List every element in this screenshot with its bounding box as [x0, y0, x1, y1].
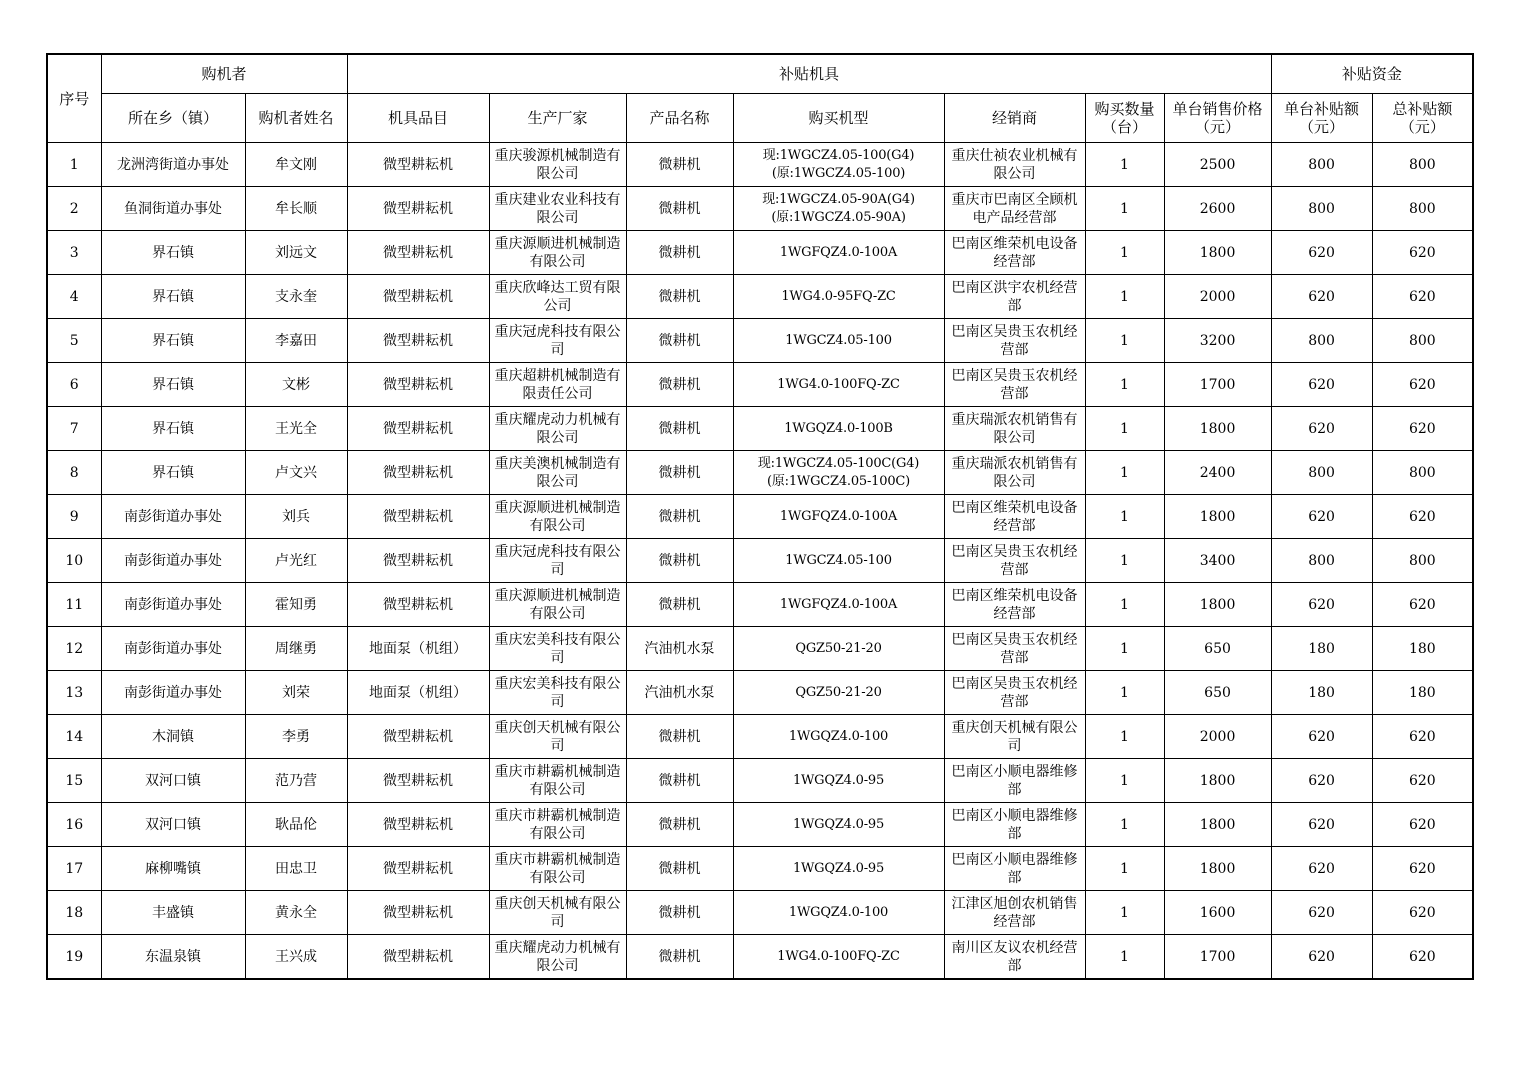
table-row — [47, 803, 1473, 847]
cell-buyer-name: 黄永全 — [245, 891, 347, 935]
cell-manufacturer: 重庆建业农业科技有限公司 — [489, 187, 626, 231]
cell-unit-price: 3200 — [1164, 319, 1271, 363]
cell-product: 微耕机 — [626, 583, 733, 627]
model-line: 1WG4.0-95FQ-ZC — [781, 288, 896, 304]
cell-manufacturer: 重庆美澳机械制造有限公司 — [489, 451, 626, 495]
header-buyer-name: 购机者姓名 — [245, 94, 347, 143]
cell-seq: 15 — [47, 759, 101, 803]
cell-town: 东温泉镇 — [101, 935, 245, 980]
header-machine-group: 补贴机具 — [347, 54, 1271, 94]
cell-model — [733, 715, 944, 759]
cell-buyer-name: 王兴成 — [245, 935, 347, 980]
cell-buyer-name: 李嘉田 — [245, 319, 347, 363]
model-line: (原:1WGCZ4.05-100) — [771, 165, 906, 181]
cell-dealer: 巴南区吴贵玉农机经营部 — [944, 363, 1085, 407]
model-line: 1WGCZ4.05-100 — [785, 332, 892, 348]
cell-seq: 17 — [47, 847, 101, 891]
cell-dealer: 巴南区维荣机电设备经营部 — [944, 495, 1085, 539]
cell-seq: 3 — [47, 231, 101, 275]
cell-category: 微型耕耘机 — [347, 495, 489, 539]
cell-town: 双河口镇 — [101, 803, 245, 847]
cell-product: 微耕机 — [626, 143, 733, 187]
cell-unit-price: 3400 — [1164, 539, 1271, 583]
cell-town: 南彭街道办事处 — [101, 583, 245, 627]
cell-product: 微耕机 — [626, 407, 733, 451]
cell-qty: 1 — [1085, 803, 1164, 847]
cell-total-subsidy: 620 — [1372, 715, 1473, 759]
cell-manufacturer: 重庆冠虎科技有限公司 — [489, 539, 626, 583]
cell-model — [733, 363, 944, 407]
cell-buyer-name: 刘远文 — [245, 231, 347, 275]
cell-town: 麻柳嘴镇 — [101, 847, 245, 891]
cell-unit-price: 1700 — [1164, 935, 1271, 980]
cell-total-subsidy: 620 — [1372, 891, 1473, 935]
cell-unit-subsidy: 620 — [1271, 935, 1372, 980]
cell-product: 微耕机 — [626, 275, 733, 319]
cell-manufacturer: 重庆源顺进机械制造有限公司 — [489, 231, 626, 275]
cell-model — [733, 495, 944, 539]
cell-model — [733, 935, 944, 980]
cell-unit-price: 1800 — [1164, 495, 1271, 539]
cell-category: 微型耕耘机 — [347, 583, 489, 627]
cell-town: 界石镇 — [101, 319, 245, 363]
cell-total-subsidy: 620 — [1372, 231, 1473, 275]
cell-total-subsidy: 800 — [1372, 187, 1473, 231]
cell-category: 微型耕耘机 — [347, 451, 489, 495]
cell-unit-price: 1700 — [1164, 363, 1271, 407]
table-row — [47, 583, 1473, 627]
cell-product: 微耕机 — [626, 539, 733, 583]
cell-qty: 1 — [1085, 627, 1164, 671]
cell-dealer: 巴南区吴贵玉农机经营部 — [944, 539, 1085, 583]
cell-seq: 2 — [47, 187, 101, 231]
model-line: 现:1WGCZ4.05-90A(G4) — [762, 191, 915, 207]
cell-category: 地面泵（机组） — [347, 627, 489, 671]
cell-seq: 5 — [47, 319, 101, 363]
header-unit-price: 单台销售价格（元） — [1164, 94, 1271, 143]
cell-buyer-name: 周继勇 — [245, 627, 347, 671]
cell-qty: 1 — [1085, 495, 1164, 539]
cell-product: 汽油机水泵 — [626, 671, 733, 715]
cell-category: 微型耕耘机 — [347, 715, 489, 759]
cell-unit-price: 1600 — [1164, 891, 1271, 935]
cell-seq: 16 — [47, 803, 101, 847]
cell-dealer: 巴南区小顺电器维修部 — [944, 759, 1085, 803]
cell-total-subsidy: 620 — [1372, 583, 1473, 627]
cell-unit-subsidy: 180 — [1271, 671, 1372, 715]
cell-product: 微耕机 — [626, 363, 733, 407]
cell-buyer-name: 范乃营 — [245, 759, 347, 803]
cell-qty: 1 — [1085, 671, 1164, 715]
cell-buyer-name: 文彬 — [245, 363, 347, 407]
cell-unit-subsidy: 620 — [1271, 759, 1372, 803]
cell-seq: 19 — [47, 935, 101, 980]
cell-buyer-name: 牟文刚 — [245, 143, 347, 187]
cell-town: 丰盛镇 — [101, 891, 245, 935]
cell-seq: 4 — [47, 275, 101, 319]
cell-qty: 1 — [1085, 891, 1164, 935]
cell-dealer: 巴南区吴贵玉农机经营部 — [944, 671, 1085, 715]
cell-dealer: 巴南区小顺电器维修部 — [944, 803, 1085, 847]
cell-qty: 1 — [1085, 539, 1164, 583]
cell-dealer: 重庆瑞派农机销售有限公司 — [944, 407, 1085, 451]
cell-town: 南彭街道办事处 — [101, 539, 245, 583]
table-body — [47, 143, 1473, 980]
cell-town: 南彭街道办事处 — [101, 671, 245, 715]
cell-model — [733, 847, 944, 891]
cell-dealer: 巴南区维荣机电设备经营部 — [944, 231, 1085, 275]
model-line: (原:1WGCZ4.05-90A) — [771, 209, 906, 225]
cell-seq: 13 — [47, 671, 101, 715]
cell-town: 界石镇 — [101, 231, 245, 275]
cell-unit-price: 1800 — [1164, 231, 1271, 275]
cell-buyer-name: 支永奎 — [245, 275, 347, 319]
cell-total-subsidy: 620 — [1372, 803, 1473, 847]
cell-model — [733, 759, 944, 803]
table-row — [47, 935, 1473, 980]
cell-town: 界石镇 — [101, 407, 245, 451]
cell-unit-subsidy: 620 — [1271, 495, 1372, 539]
cell-product: 微耕机 — [626, 495, 733, 539]
cell-town: 南彭街道办事处 — [101, 627, 245, 671]
cell-buyer-name: 卢文兴 — [245, 451, 347, 495]
cell-model — [733, 583, 944, 627]
cell-unit-price: 1800 — [1164, 407, 1271, 451]
cell-unit-price: 2400 — [1164, 451, 1271, 495]
cell-total-subsidy: 800 — [1372, 451, 1473, 495]
cell-unit-price: 2000 — [1164, 275, 1271, 319]
table-row — [47, 143, 1473, 187]
cell-model — [733, 803, 944, 847]
cell-qty: 1 — [1085, 847, 1164, 891]
cell-product: 微耕机 — [626, 319, 733, 363]
cell-manufacturer: 重庆耀虎动力机械有限公司 — [489, 407, 626, 451]
cell-dealer: 重庆创天机械有限公司 — [944, 715, 1085, 759]
cell-seq: 11 — [47, 583, 101, 627]
cell-dealer: 巴南区洪宇农机经营部 — [944, 275, 1085, 319]
cell-total-subsidy: 620 — [1372, 275, 1473, 319]
cell-category: 微型耕耘机 — [347, 891, 489, 935]
model-line: 1WGQZ4.0-100B — [784, 420, 893, 436]
cell-unit-subsidy: 800 — [1271, 143, 1372, 187]
cell-qty: 1 — [1085, 451, 1164, 495]
cell-unit-subsidy: 800 — [1271, 451, 1372, 495]
cell-total-subsidy: 620 — [1372, 935, 1473, 980]
table-row — [47, 847, 1473, 891]
cell-unit-subsidy: 620 — [1271, 803, 1372, 847]
table-row — [47, 759, 1473, 803]
cell-unit-price: 2000 — [1164, 715, 1271, 759]
cell-manufacturer: 重庆宏美科技有限公司 — [489, 627, 626, 671]
cell-model — [733, 891, 944, 935]
cell-qty: 1 — [1085, 715, 1164, 759]
cell-qty: 1 — [1085, 231, 1164, 275]
table-row — [47, 319, 1473, 363]
header-product: 产品名称 — [626, 94, 733, 143]
cell-total-subsidy: 800 — [1372, 319, 1473, 363]
cell-category: 微型耕耘机 — [347, 363, 489, 407]
cell-unit-subsidy: 800 — [1271, 319, 1372, 363]
cell-product: 微耕机 — [626, 715, 733, 759]
cell-unit-subsidy: 620 — [1271, 407, 1372, 451]
model-line: 1WGFQZ4.0-100A — [779, 508, 898, 524]
model-line: 1WGQZ4.0-100 — [788, 904, 889, 920]
cell-model — [733, 187, 944, 231]
table-row — [47, 363, 1473, 407]
cell-product: 微耕机 — [626, 935, 733, 980]
cell-qty: 1 — [1085, 407, 1164, 451]
cell-manufacturer: 重庆源顺进机械制造有限公司 — [489, 583, 626, 627]
cell-unit-price: 1800 — [1164, 759, 1271, 803]
header-category: 机具品目 — [347, 94, 489, 143]
header-manufacturer: 生产厂家 — [489, 94, 626, 143]
model-line: 现:1WGCZ4.05-100C(G4) — [757, 455, 920, 471]
cell-buyer-name: 李勇 — [245, 715, 347, 759]
cell-manufacturer: 重庆骏源机械制造有限公司 — [489, 143, 626, 187]
header-fund-group: 补贴资金 — [1271, 54, 1473, 94]
header-total-subsidy: 总补贴额（元） — [1372, 94, 1473, 143]
model-line: 1WGCZ4.05-100 — [785, 552, 892, 568]
table-row — [47, 891, 1473, 935]
cell-total-subsidy: 800 — [1372, 143, 1473, 187]
cell-unit-price: 1800 — [1164, 583, 1271, 627]
cell-unit-price: 2500 — [1164, 143, 1271, 187]
model-line: 1WGQZ4.0-95 — [792, 816, 885, 832]
model-line: 1WGQZ4.0-100 — [788, 728, 889, 744]
cell-total-subsidy: 620 — [1372, 407, 1473, 451]
cell-category: 微型耕耘机 — [347, 847, 489, 891]
cell-buyer-name: 田忠卫 — [245, 847, 347, 891]
table-row — [47, 495, 1473, 539]
cell-manufacturer: 重庆耀虎动力机械有限公司 — [489, 935, 626, 980]
cell-seq: 8 — [47, 451, 101, 495]
cell-town: 南彭街道办事处 — [101, 495, 245, 539]
cell-total-subsidy: 180 — [1372, 627, 1473, 671]
cell-unit-price: 650 — [1164, 627, 1271, 671]
cell-category: 微型耕耘机 — [347, 275, 489, 319]
cell-total-subsidy: 800 — [1372, 539, 1473, 583]
cell-qty: 1 — [1085, 935, 1164, 980]
model-line: (原:1WGCZ4.05-100C) — [767, 473, 911, 489]
cell-qty: 1 — [1085, 275, 1164, 319]
header-town: 所在乡（镇） — [101, 94, 245, 143]
cell-category: 微型耕耘机 — [347, 407, 489, 451]
model-line: 1WG4.0-100FQ-ZC — [777, 376, 900, 392]
cell-town: 鱼洞街道办事处 — [101, 187, 245, 231]
cell-manufacturer: 重庆创天机械有限公司 — [489, 891, 626, 935]
cell-dealer: 重庆瑞派农机销售有限公司 — [944, 451, 1085, 495]
cell-model — [733, 451, 944, 495]
table-row — [47, 539, 1473, 583]
cell-dealer: 南川区友议农机经营部 — [944, 935, 1085, 980]
cell-dealer: 重庆市巴南区全顾机电产品经营部 — [944, 187, 1085, 231]
cell-product: 汽油机水泵 — [626, 627, 733, 671]
cell-seq: 7 — [47, 407, 101, 451]
cell-manufacturer: 重庆超耕机械制造有限责任公司 — [489, 363, 626, 407]
cell-unit-price: 2600 — [1164, 187, 1271, 231]
cell-category: 微型耕耘机 — [347, 539, 489, 583]
cell-town: 界石镇 — [101, 451, 245, 495]
cell-manufacturer: 重庆欣峰达工贸有限公司 — [489, 275, 626, 319]
cell-unit-subsidy: 620 — [1271, 847, 1372, 891]
cell-qty: 1 — [1085, 759, 1164, 803]
cell-seq: 1 — [47, 143, 101, 187]
cell-manufacturer: 重庆创天机械有限公司 — [489, 715, 626, 759]
cell-buyer-name: 耿品伦 — [245, 803, 347, 847]
cell-product: 微耕机 — [626, 187, 733, 231]
cell-product: 微耕机 — [626, 803, 733, 847]
table-row — [47, 451, 1473, 495]
cell-category: 微型耕耘机 — [347, 803, 489, 847]
cell-category: 微型耕耘机 — [347, 319, 489, 363]
cell-buyer-name: 卢光红 — [245, 539, 347, 583]
cell-unit-price: 1800 — [1164, 803, 1271, 847]
cell-seq: 10 — [47, 539, 101, 583]
table-row — [47, 627, 1473, 671]
cell-unit-subsidy: 620 — [1271, 363, 1372, 407]
cell-category: 微型耕耘机 — [347, 187, 489, 231]
table-row — [47, 407, 1473, 451]
cell-category: 地面泵（机组） — [347, 671, 489, 715]
table-row — [47, 187, 1473, 231]
cell-product: 微耕机 — [626, 231, 733, 275]
table-row — [47, 231, 1473, 275]
cell-manufacturer: 重庆市耕霸机械制造有限公司 — [489, 847, 626, 891]
cell-town: 木洞镇 — [101, 715, 245, 759]
cell-qty: 1 — [1085, 363, 1164, 407]
cell-dealer: 巴南区吴贵玉农机经营部 — [944, 319, 1085, 363]
model-line: QGZ50-21-20 — [795, 640, 882, 656]
cell-dealer: 江津区旭创农机销售经营部 — [944, 891, 1085, 935]
cell-category: 微型耕耘机 — [347, 935, 489, 980]
header-dealer: 经销商 — [944, 94, 1085, 143]
header-unit-subsidy: 单台补贴额（元） — [1271, 94, 1372, 143]
cell-town: 双河口镇 — [101, 759, 245, 803]
cell-model — [733, 407, 944, 451]
cell-product: 微耕机 — [626, 847, 733, 891]
cell-qty: 1 — [1085, 143, 1164, 187]
cell-model — [733, 231, 944, 275]
cell-model — [733, 143, 944, 187]
cell-town: 界石镇 — [101, 275, 245, 319]
cell-qty: 1 — [1085, 583, 1164, 627]
cell-buyer-name: 刘荣 — [245, 671, 347, 715]
cell-product: 微耕机 — [626, 891, 733, 935]
table-row — [47, 671, 1473, 715]
cell-model — [733, 671, 944, 715]
cell-buyer-name: 王光全 — [245, 407, 347, 451]
cell-manufacturer: 重庆源顺进机械制造有限公司 — [489, 495, 626, 539]
cell-unit-subsidy: 620 — [1271, 275, 1372, 319]
cell-unit-subsidy: 800 — [1271, 539, 1372, 583]
cell-total-subsidy: 620 — [1372, 495, 1473, 539]
cell-unit-subsidy: 620 — [1271, 891, 1372, 935]
model-line: QGZ50-21-20 — [795, 684, 882, 700]
cell-total-subsidy: 620 — [1372, 363, 1473, 407]
model-line: 现:1WGCZ4.05-100(G4) — [762, 147, 915, 163]
cell-buyer-name: 霍知勇 — [245, 583, 347, 627]
cell-unit-subsidy: 620 — [1271, 231, 1372, 275]
cell-dealer: 重庆仕祯农业机械有限公司 — [944, 143, 1085, 187]
model-line: 1WGQZ4.0-95 — [792, 860, 885, 876]
cell-dealer: 巴南区小顺电器维修部 — [944, 847, 1085, 891]
cell-manufacturer: 重庆市耕霸机械制造有限公司 — [489, 759, 626, 803]
model-line: 1WGQZ4.0-95 — [792, 772, 885, 788]
cell-total-subsidy: 620 — [1372, 847, 1473, 891]
table-row — [47, 715, 1473, 759]
header-qty: 购买数量（台） — [1085, 94, 1164, 143]
cell-model — [733, 319, 944, 363]
cell-unit-price: 650 — [1164, 671, 1271, 715]
cell-total-subsidy: 180 — [1372, 671, 1473, 715]
cell-category: 微型耕耘机 — [347, 759, 489, 803]
cell-manufacturer: 重庆宏美科技有限公司 — [489, 671, 626, 715]
cell-dealer: 巴南区维荣机电设备经营部 — [944, 583, 1085, 627]
cell-town: 界石镇 — [101, 363, 245, 407]
cell-buyer-name: 牟长顺 — [245, 187, 347, 231]
cell-unit-subsidy: 620 — [1271, 715, 1372, 759]
cell-product: 微耕机 — [626, 451, 733, 495]
header-seq: 序号 — [47, 54, 101, 143]
subsidy-table — [46, 53, 1474, 980]
cell-seq: 9 — [47, 495, 101, 539]
cell-model — [733, 539, 944, 583]
cell-seq: 6 — [47, 363, 101, 407]
cell-manufacturer: 重庆冠虎科技有限公司 — [489, 319, 626, 363]
cell-buyer-name: 刘兵 — [245, 495, 347, 539]
cell-seq: 18 — [47, 891, 101, 935]
model-line: 1WGFQZ4.0-100A — [779, 244, 898, 260]
cell-unit-price: 1800 — [1164, 847, 1271, 891]
cell-category: 微型耕耘机 — [347, 143, 489, 187]
table-row — [47, 275, 1473, 319]
cell-model — [733, 275, 944, 319]
cell-unit-subsidy: 620 — [1271, 583, 1372, 627]
header-buyer-group: 购机者 — [101, 54, 347, 94]
cell-seq: 12 — [47, 627, 101, 671]
cell-manufacturer: 重庆市耕霸机械制造有限公司 — [489, 803, 626, 847]
cell-unit-subsidy: 180 — [1271, 627, 1372, 671]
cell-qty: 1 — [1085, 187, 1164, 231]
cell-model — [733, 627, 944, 671]
cell-total-subsidy: 620 — [1372, 759, 1473, 803]
cell-category: 微型耕耘机 — [347, 231, 489, 275]
cell-dealer: 巴南区吴贵玉农机经营部 — [944, 627, 1085, 671]
cell-product: 微耕机 — [626, 759, 733, 803]
header-model: 购买机型 — [733, 94, 944, 143]
model-line: 1WGFQZ4.0-100A — [779, 596, 898, 612]
cell-qty: 1 — [1085, 319, 1164, 363]
cell-seq: 14 — [47, 715, 101, 759]
cell-town: 龙洲湾街道办事处 — [101, 143, 245, 187]
cell-unit-subsidy: 800 — [1271, 187, 1372, 231]
model-line: 1WG4.0-100FQ-ZC — [777, 948, 900, 964]
